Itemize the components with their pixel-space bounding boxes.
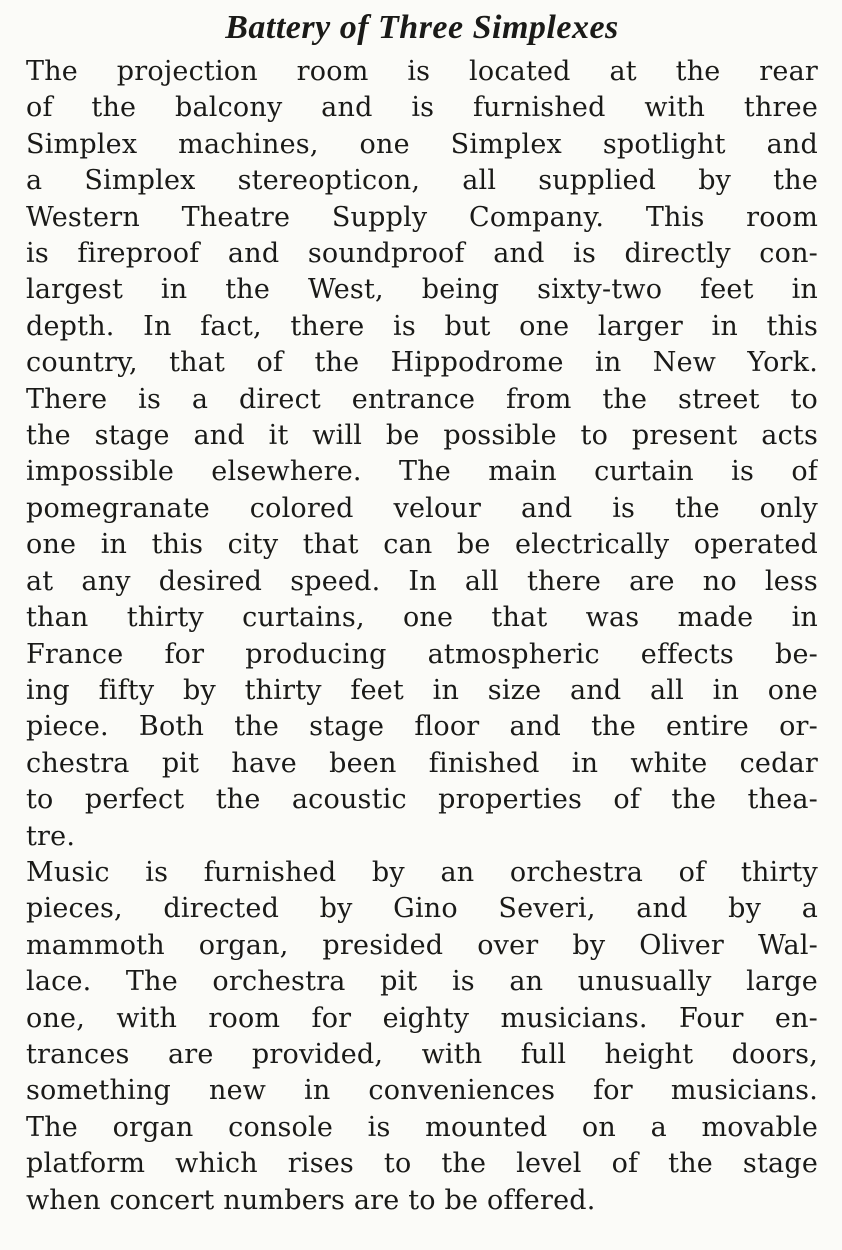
text-line: depth. In fact, there is but one larger in this: [26, 310, 818, 342]
text-line: chestra pit have been finished in white cedar: [26, 747, 818, 779]
text-line: one, with room for eighty musicians. Four en-: [26, 1002, 818, 1034]
text-line: The projection room is located at the rear: [26, 56, 818, 87]
text-line: The organ console is mounted on a movable: [26, 1111, 818, 1143]
text-line: one in this city that can be electrically operated: [26, 529, 818, 561]
text-line: Simplex machines, one Simplex spotlight and: [26, 128, 818, 160]
text-line: impossible elsewhere. The main curtain is of: [26, 456, 818, 488]
text-line: to perfect the acoustic properties of the thea-: [26, 784, 818, 816]
text-line: pomegranate colored velour and is the only: [26, 492, 818, 524]
text-line: at any desired speed. In all there are no less: [26, 565, 818, 597]
text-line: piece. Both the stage floor and the entire or-: [26, 711, 818, 743]
text-line: There is a direct entrance from the street to: [26, 383, 818, 415]
text-line: Western Theatre Supply Company. This room: [26, 201, 818, 233]
paragraph-projection-room: [26, 54, 818, 855]
text-line: Music is furnished by an orchestra of thirty: [26, 856, 818, 888]
text-line: a Simplex stereopticon, all supplied by the: [26, 165, 818, 197]
text-line: the stage and it will be possible to present acts: [26, 420, 818, 452]
text-line: pieces, directed by Gino Severi, and by a: [26, 893, 818, 925]
text-line: ing fifty by thirty feet in size and all in one: [26, 674, 818, 706]
text-line: lace. The orchestra pit is an unusually large: [26, 966, 818, 998]
text-line: of the balcony and is furnished with three: [26, 92, 818, 124]
text-line: country, that of the Hippodrome in New York.: [26, 347, 818, 379]
paragraph-music: [26, 855, 818, 1219]
text-line: tre.: [26, 820, 76, 852]
text-line: when concert numbers are to be offered.: [26, 1184, 596, 1216]
text-line: is fireproof and soundproof and is directly con-: [26, 238, 818, 270]
text-line: trances are provided, with full height doors,: [26, 1038, 818, 1070]
text-line: mammoth organ, presided over by Oliver Wal-: [26, 929, 818, 961]
text-line: largest in the West, being sixty-two feet in: [26, 274, 818, 306]
text-line: France for producing atmospheric effects be-: [26, 638, 818, 670]
text-line: than thirty curtains, one that was made in: [26, 602, 818, 634]
text-line: something new in conveniences for musicians.: [26, 1075, 818, 1107]
section-heading: Battery of Three Simplexes: [225, 9, 619, 46]
text-line: platform which rises to the level of the stage: [26, 1148, 818, 1180]
